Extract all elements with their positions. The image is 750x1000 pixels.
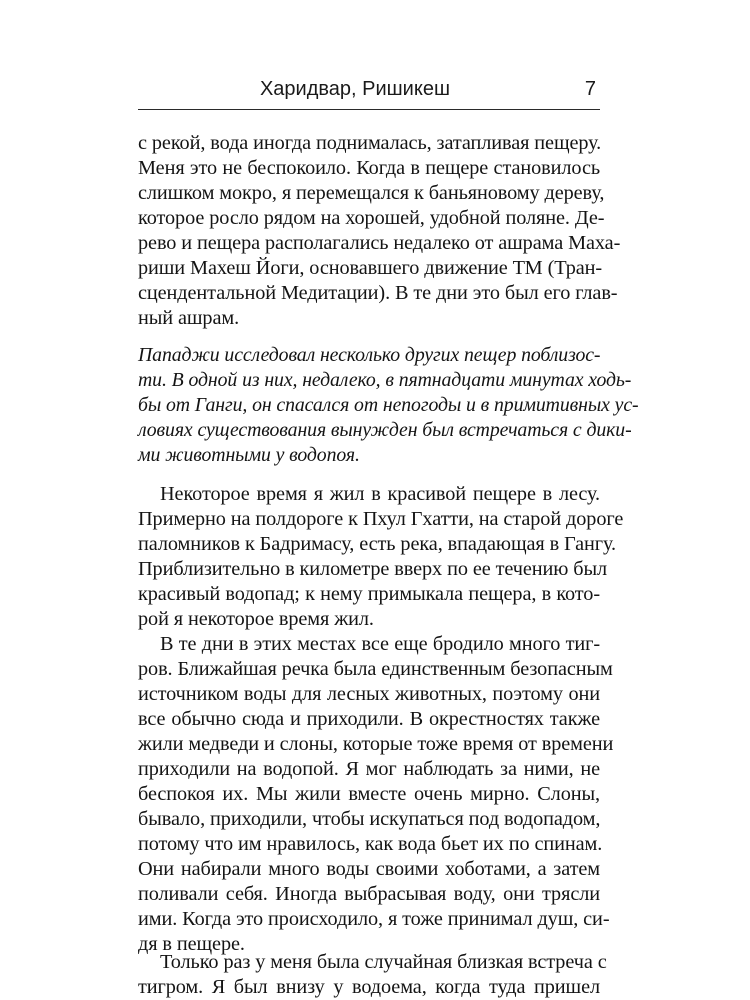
- text-line: жили медведи и слоны, которые тоже время от времени: [138, 733, 614, 755]
- text-line: ров. Ближайшая речка была единственным безопасным: [138, 658, 613, 680]
- text-line: все обычно сюда и приходили. В окрестностях также: [138, 708, 600, 730]
- text-line: ими. Когда это происходило, я тоже принимал душ, си-: [138, 908, 610, 930]
- text-line: паломников к Бадримасу, есть река, впадающая в Гангу.: [138, 533, 616, 555]
- chapter-title: Харидвар, Ришикеш: [259, 78, 450, 100]
- text-line: поливали себя. Иногда выбрасывая воду, они трясли: [138, 883, 600, 905]
- text-line: Только раз у меня была случайная близкая встреча с: [160, 951, 607, 973]
- text-line: ный ашрам.: [138, 307, 240, 329]
- text-line: дя в пещере.: [138, 933, 245, 955]
- page-number: 7: [584, 78, 596, 100]
- text-line: Приблизительно в километре вверх по ее течению был: [138, 558, 608, 580]
- italic-line: ми животными у водопоя.: [138, 444, 360, 466]
- text-line: красивый водопад; к нему примыкала пещера, в кото-: [138, 583, 600, 605]
- text-line: бывало, приходили, чтобы искупаться под водопадом,: [138, 808, 601, 830]
- text-line: Они набирали много воды своими хоботами, а затем: [138, 858, 600, 880]
- text-line: которое росло рядом на хорошей, удобной поляне. Де-: [138, 207, 605, 229]
- text-line: с рекой, вода иногда поднималась, затапливая пещеру.: [138, 132, 602, 154]
- text-line: Меня это не беспокоило. Когда в пещере становилось: [138, 157, 600, 179]
- italic-line: ти. В одной из них, недалеко, в пятнадцати минутах ходь-: [138, 369, 632, 391]
- text-line: В те дни в этих местах все еще бродило много тиг-: [160, 633, 600, 655]
- text-line: потому что им нравилось, как вода бьет их по спинам.: [138, 833, 603, 855]
- italic-line: бы от Ганги, он спасался от непогоды и в примитивных ус-: [138, 394, 639, 416]
- italic-line: Пападжи исследовал несколько других пещер поблизос-: [138, 344, 601, 366]
- text-line: риши Махеш Йоги, основавшего движение ТМ (Тран-: [138, 257, 603, 279]
- italic-line: ловиях существования вынужден был встречаться с дики-: [138, 419, 632, 441]
- header-rule: [138, 109, 600, 110]
- text-line: приходили на водопой. Я мог наблюдать за ними, не: [138, 758, 600, 780]
- text-line: тигром. Я был внизу у водоема, когда туда пришел: [138, 976, 600, 998]
- running-header: [138, 76, 600, 102]
- text-line: сцендентальной Медитации). В те дни это был его глав-: [138, 282, 618, 304]
- text-line: беспокоя их. Мы жили вместе очень мирно. Слоны,: [138, 783, 600, 805]
- text-line: слишком мокро, я перемещался к баньяновому дереву,: [138, 182, 605, 204]
- text-line: источником воды для лесных животных, поэтому они: [138, 683, 600, 705]
- text-line: Примерно на полдороге к Пхул Гхатти, на старой дороге: [138, 508, 624, 530]
- text-line: рой я некоторое время жил.: [138, 608, 374, 630]
- text-line: Некоторое время я жил в красивой пещере в лесу.: [160, 483, 600, 505]
- text-line: рево и пещера располагались недалеко от ашрама Маха-: [138, 232, 621, 254]
